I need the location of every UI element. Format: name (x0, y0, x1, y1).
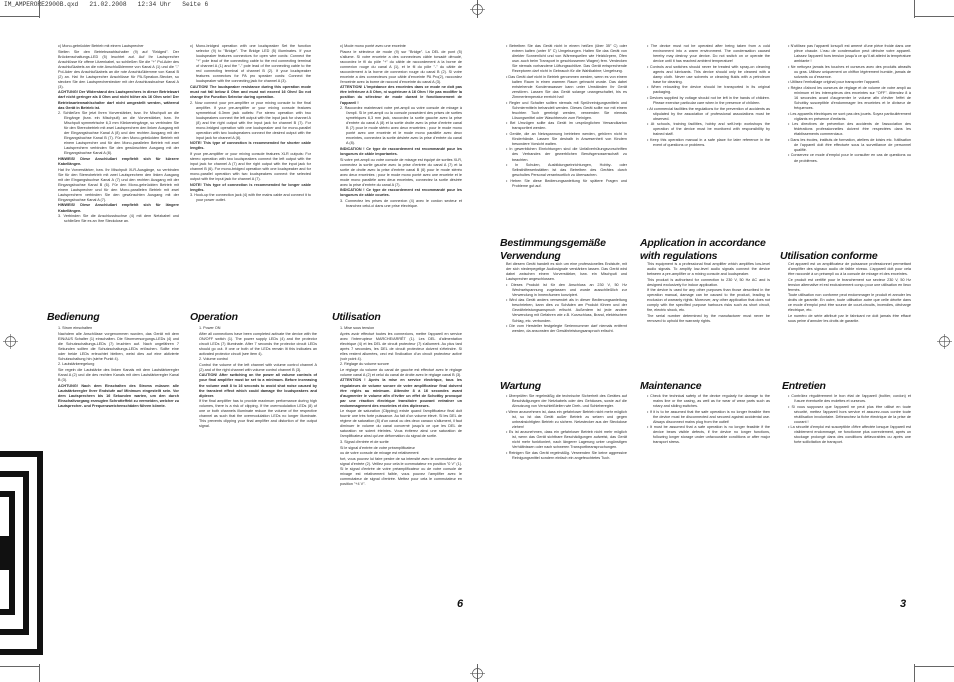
col2-b4: Control the volume of the left channel with volume control channel A (2) and of the right channel with volume control channel B (3). (199, 362, 317, 372)
column-fr-1 (340, 44, 462, 306)
column-en-1-bottom (199, 326, 317, 482)
col2-b2: After all connections have been completed activate the device with the ON/OFF switch (1). The power supply LEDs (4) and the protector circuit LEDs (7) illuminate. After 7 seconds the protector circuit LEDs should go out. If one or both of the LEDs remain lit this indicates an activated protector circuit (see item 4). (199, 331, 317, 356)
crop-mark-top-right-v (914, 0, 915, 18)
col4-p1: • Betreiben Sie das Gerät nicht in einem heißen (über 35° C) oder extrem kalten (unter 5° C) Umgebungen. Halten Sie das Gerät von direkter Sonnenlicht und von Wärmequellen wie Heizkörpern, Öfen usw. auch beim Transport in geschlossenen Wagen) fern. Verdecken Sie niemals vorhandene Lüftungsschlitze. Das Gerät entsprechende Rezeptoren darf nicht in Gebrauch für die Wahlkabine; Umgebung. (506, 44, 627, 74)
col6-p2: • Ne nettoyez jamais les touches et curseurs avec des produits abrasifs ou gras. Utilisez uniquement un chiffon légèrement humide, jamais de solvants ou d'essence. (788, 64, 911, 79)
col3-b9: ou de votre console de mixage est relativement (340, 451, 419, 456)
col5-p1: • The device must not be operated after being taken from a cold environment into a warm environment. The condensation caused hereby may destroy your device. Do not switch on or operate the device until it has reached ambient temperature! (647, 44, 770, 64)
col2-p4: NOTE! This type of connection is recommended for shorter cable lengths. (190, 141, 311, 151)
page-number-left: 6 (457, 598, 464, 610)
col6-p7: • Dans les écoles, instituts de formation, ateliers de loisirs etc. l'utilisation de l'appareil doit être effectuée sous la surveillance de personnel qualifié. (788, 137, 911, 152)
col1-p4: 2. Schließen Sie jetzt Ihren Vorverstärker, bzw. Ihr Mischpult an die Eingänge (bzw. ein Mischpult) an die Vorverstärker, bzw. Ihr Mischpult symmetrische 6,3 mm Klinkeneingänge, so verbinden Sie für den Stereobetrieb mit zwei Lautsprechern den linken Ausgang mit der Eingangsbuchse Kanal A (8) und den rechten Ausgang mit der Eingangsbuchse Kanal B (7). Für den Mono-gebrückten Betrieb mit einem Lautsprecher und für den Mono-parallelen Betrieb mit zwei Lautsprechern verbinden Sie den gewünschten Ausgang mit der Eingangsbuchse Kanal A (8). (58, 111, 179, 156)
column-fr-2 (788, 44, 911, 228)
col2-p1: c) Mono-bridged operation with one loudspeaker Set the function selector (9) to "Bridge". The Bridge LED (5) illuminates. If your loudspeaker features connectors for open wire cords: Connect the "+" pole lead of the connecting cable to the red connecting terminal of channel A (1) and the "-" pole lead of the connecting cable to the red connecting terminal of channel B (2). If your loudspeaker features connectors for PA pro speaker cords: Connect the loudspeaker with the connecting jack for channel A (3). (190, 44, 311, 84)
col4-p5: • Geräte, die an Netzspannung betrieben werden, gehören nicht in Kinderhände. Lassen Sie deshalb in Anwesenheit von Kindern besondere Vorsicht walten. (506, 131, 627, 146)
print-header: IM_AMPERORE2900B.qxd 21.02.2008 12:34 Uhr Seite 6 (4, 1, 209, 8)
col3-b3: 2. Réglage du volume sonore (340, 362, 389, 367)
col4-m2: • Dieses Produkt ist für den Anschluss an 230 V, 50 Hz Wechselspannung zugelassen und wurde ausschließlich zur Verwendung in Innenräumen konzipiert. (506, 282, 627, 297)
col4-p3: • Regler und Schalter sollten niemals mit Sprühreinigungsmitteln und Schmiermitteln behandelt werden. Dieses Gerät sollte nur mit einem feuchten Tuch gereinigt werden, verwenden Sie niemals Lösungsmittel oder Waschbenzin zum Reinigen. (506, 100, 627, 120)
col4-b3: • Es ist anzunehmen, dass ein gefahrloser Betrieb nicht mehr möglich ist, wenn das Gerät sichtbare Beschädigungen aufweist, das Gerät nicht mehr funktioniert, nach längerer Lagerung unter ungünstigen Verhältnissen oder nach schweren Transportbeanspruchungen. (506, 430, 627, 450)
col3-p3: ATTENTION! L'impédance des enceintes dans ce mode ne doit pas être inférieure à 8 Ohm, ni supérieure à 16 Ohm ! Ne pas modifier la position du sélecteur de mode durant le fonctionnement de l'appareil ! (340, 85, 462, 105)
col3-p6: Si votre pré-ampli ou votre console de mixage est équipé de sorties XLR, connectez la sortie gauche avec la prise d'entrée du canal A (7) et la sortie de droite avec la prise d'entrée canal B (6) pour le mode stéréo avec deux enceintes ; pour le mode mono ponté avec une enceinte et le mode mono parallèle avec deux enceintes, connectez la sortie désirée avec la prise d'entrée du canal A (7). (340, 157, 462, 187)
col4-p8: • Heben Sie diese Bedienungsanleitung für spätere Fragen und Probleme gut auf. (506, 178, 627, 188)
section-title-application: Application in accordance with regulations (640, 237, 766, 262)
col2-p3: 2. Now connect your pre-amplifier or your mixing console to the final amplifier. If your pre-amplifier or your mixing console features symmetrical 6.3mm jack outlets: For stereo operation with two loudspeakers connect the left output with the input jack for channel A (8) and the right output with the input jack for channel B (7). For mono-bridged operation with one loudspeaker and for mono-parallel operation with two loudspeakers connect the desired output with the input jack for channel A (8). (190, 100, 311, 140)
section-title-bedienung: Bedienung (47, 311, 100, 323)
col6-m2: Ce produit est certifié pour le branchement sur secteur 230 V, 50 Hz tension alternative et est exclusivement conçu pour une utilisation en lieux fermés. (788, 277, 911, 292)
col1-b3: 2. Lautstärkeregelung (58, 362, 95, 367)
col5-m4: The serial number determined by the manufacturer must never be removed to uphold the warranty rights. (647, 313, 770, 324)
col3-p8: 3. Connectez les prises de connexion (4) avec le cordon secteur et branchez celui-ci dans une prise électrique. (340, 198, 462, 208)
col4-m1: Bei diesem Gerät handelt es sich um eine professionelles Endstufe, mit der sich niederpegelige Audiosignale verstärken lassen. Das Gerät wird dabei zwischen einem Vorverstärker, bzw. ein Mischpult und Lautsprecher angeschlossen. (506, 262, 627, 282)
col1-p8: 3. Verbinden Sie die Anschlussbuchse (4) mit dem Netzkabel und schließen Sie es an Ihre Steckdose an. (58, 214, 179, 224)
column-de-2-mid (506, 262, 627, 376)
col1-b5: ACHTUNG! Nach dem Einschalten des Stroms müssen alle Lautstärkeregler Ihrer Endstufe auf Minimum eingestellt sein. Vor dem Lautsprechern bis 16 Sekunden warten, um den durch Einschaltvorgang erzeugten Schrotteffekt zu vermeiden, welcher zu Lautsprecher- und Frequenzweichenschäden führen könnte. (58, 383, 179, 408)
registration-mark-bottom (470, 666, 485, 681)
section-title-utilisation-conforme: Utilisation conforme (780, 250, 878, 262)
crop-mark-bottom-left-v (39, 664, 40, 682)
col6-p5: • Les appareils électriques ne sont pas des jouets. Soyez particulièrement vigilants en présence d'enfants. (788, 111, 911, 121)
col3-b8: Si le signal d'entrée de votre préamplificateur (340, 445, 415, 450)
column-de-1-bottom (58, 326, 179, 446)
col1-p7: HINWEIS! Diese Anschlußart empfiehlt sich für längere Kabellängen. (58, 203, 179, 213)
col2-b1: 1. Power ON (199, 326, 221, 330)
col1-p2: Stellen Sie den Betriebswahlschalter (9) auf "Bridged". Der Brückenschaltungs-LED (5) leuchtet auf. Auf Ihr Lautsprecher Anschlüsse für offene Litzenkabel, so schließen Sie die "+" Pol-Ader des Anschlußkabels an die rote Anschlußklemme von Kanal A (1) und die "-" Pol-Ader des Anschlußkabels an die rote Anschlußklemme von Kanal B (2) an. Hat Ihr Lautsprecher Anschlüsse für PA-Speakon-Stecker, so stecken Sie den Lautsprecherstecker mit der Anschlussbuchse Kanal A (3). (58, 49, 179, 89)
col4-p6: • In gewerblichen Einrichtungen sind die Unfallverhütungsvorschriften des Verbandes der gewerblichen Berufsgenossenschaft zu beachten. (506, 147, 627, 162)
column-en-1 (190, 44, 311, 306)
corner-graphic (0, 440, 52, 666)
col3-b5: ATTENTION ! Après la mise en service électrique, tous les régulateurs de volume sonore de votre amplificateur final doivent être réglés au minimum. Attendre 8 à 16 secondes avant d'augmenter le volume afin d'éviter un effet de Schottky provoqué par une réaction électrique transitoire pouvant entraîner un endommagement des enceintes et des diplexeurs. (340, 378, 462, 408)
col4-m3: • Wird das Gerät anders verwendet als in dieser Bedienungsanleitung beschrieben, kann dies zu Schäden am Produkt führen und der Gewährleistungsanspruch erlischt. Außerdem ist jede andere Verwendung mit Gefahren wie z.B. Kurzschluss, Brand, elektrischem Schlag, etc. verbunden. (506, 298, 627, 323)
column-en-2-mid (647, 262, 770, 376)
col1-p1: c) Mono-gebrückter Betrieb mit einem Lautsprecher (58, 44, 144, 48)
column-fr-2-mid (788, 262, 911, 376)
col3-p4: 2. Raccordez maintenant votre pré-ampli ou votre console de mixage à l'ampli. Si le pré-ampli ou la console possèdent des prises de sorties symétriques 6,3 mm jack, raccordez la sortie gauche avec la prise d'entrée du canal A (8) et la sortie droite avec la prise d'entrée canal B (7) pour le mode stéréo avec deux enceintes ; pour le mode mono ponté avec une enceinte et le mode mono parallèle avec deux enceintes, connectez la sortie désirée avec la prise d'entrée du canal A (8). (340, 106, 462, 146)
crop-mark-top-right (914, 16, 954, 17)
col5-b1: • Check the technical safety of the device regularly for damage to the mains line or the casing, as well as for wear of wear parts such as rotary and sliding switches. (647, 394, 770, 409)
col1-b4: Sie regeln die Lautstärke des linken Kanals mit dem Lautstärkeregler Kanal A (2) und die des rechten Kanals mit dem Lautstärkeregler Kanal B (3). (58, 367, 179, 382)
column-en-2 (647, 44, 770, 228)
col5-m3: If the device is used for any other purposes than those described in the operation manual, damage can be caused to the product, leading to exclusion of warranty rights. Moreover, any other application that does not comply with the specified purpose harbours risks such as short circuit, fire, electric shock, etc. (647, 288, 770, 313)
col2-p2: CAUTION! The loudspeaker resistance during this operation mode must not fall below 8 Ohm and must not exceed 16 Ohm! Do not change the Function Selector during operation. (190, 84, 311, 99)
col2-p6: NOTE! This type of connection is recommended for longer cable lengths. (190, 182, 311, 192)
col6-p3: • Utilisez l'emballage original pour transporter l'appareil. (788, 80, 881, 85)
col6-m1: Cet appareil est un amplificateur de puissance professionnel permettant d'amplifier des signaux audio de faible niveau. L'appareil doit pour cela être raccordé à un préampli ou à la console de mixage et des enceintes. (788, 262, 911, 277)
col6-b1: • Contrôlez régulièrement le bon état de l'appareil (boîtier, cordon) et l'usure éventuelle des molettes et curseurs. (788, 394, 911, 404)
col4-b4: • Reinigen Sie das Gerät regelmäßig. Verwenden Sie keine aggressive Reinigungsmittel sondern einfach ein angefeuchtetes Tuch. (506, 451, 627, 461)
col2-b5: CAUTION! After switching on the power all volume controls of your final amplifier must be set to a minimum. Before increasing the volume wait 8 to 16 seconds to avoid shot noise caused by the transient effect which could damage the loudspeakers and diplexer. (199, 373, 317, 398)
col3-b6: Le risque de saturation (Clipping) existe quand l'amplificateur final doit fournir une très forte puissance. Au fait d'un volume élevé. Si les DEL de régime de saturation (8) d'un canal ou des deux canaux s'allument, il faut diminuer le volume du canal concerné jusqu'à ce que les DEL de saturation ne soient éteintes. Vous éviterez ainsi une saturation de l'amplificateur ainsi qu'une déformation du signal de sortie. (340, 409, 462, 439)
col3-b2: Après avoir effectué toutes les connexions, mettre l'appareil en service avec l'interrupteur MARCHE/ARRÊT (1). Les DEL d'alimentation électrique (4) et les DEL de circuit protecteur (7) s'allument. Au plus tard après 7 secondes, les DEL de circuit protecteur doivent s'éteindre. Si elles restent allumées, ceci est l'indication d'un circuit protecteur activé (voir point 4). (340, 331, 462, 361)
col5-p4: • Devices supplied by voltage should not be left in the hands of children. Please exercise particular care when in the presence of children. (647, 95, 770, 106)
col4-b1: • Überprüfen Sie regelmäßig die technische Sicherheit des Gerätes auf Beschädigungen der Netzkabels oder des Gehäuses, sowie auf die Abnutzung von Verschleißteilen wie Dreh- und Schieberegler. (506, 394, 627, 409)
section-title-wartung: Wartung (500, 380, 541, 392)
page-number-right: 3 (900, 598, 907, 610)
col3-p1: c) Mode mono ponté avec une enceinte (340, 44, 406, 48)
col5-p5: • At commercial facilities the regulations for the prevention of accidents as stipulated by the association of professional associations must be observed. (647, 106, 770, 121)
col5-b2: • If it is to be assumed that the safe operation is no longer feasible then the device must be disconnected and secured against accidental use. Always disconnect mains plug from the outlet! (647, 409, 770, 424)
col5-p7: • Keep this operation manual in a safe place for later reference in the event of questions or problems. (647, 137, 770, 147)
col5-p2: • Controls and switches should never be treated with spray-on cleaning agents and lubricants. This device should only be cleaned with a damp cloth. Never use solvents or cleaning fluids with a petroleum base for cleaning. (647, 64, 770, 84)
col2-p5: If your pre-amplifier or your mixing console features XLR outputs: For stereo operation with two loudspeakers connect the left output with the input jack for channel A (7) and the right output with the input jack for channel B (6). For mono-bridged operation with one loudspeaker and for mono-parallel operation with two loudspeakers connect the selected output with the input jack for channel A (7). (190, 151, 311, 182)
section-title-operation: Operation (190, 311, 238, 323)
crop-mark-bottom-left (0, 666, 40, 667)
col3-b10: fort, vous pouvez lui faire perdre de sa intensité avec le commutateur de signal d'entrée (2). Veillez pour cela le commutateur en position "0 V" (1). Si le signal d'entrée de votre préamplificateur ou de votre console de mixage est relativement faible, vous pouvez l'amplifier avec le commutateur de signal d'entrée. Mettez pour cela le commutateur en position "+4 V". (340, 456, 462, 486)
col6-m3: Toute utilisation non conforme peut endommager le produit et annuler les droits de garantie. En outre, toute utilisation autre que celle décrite dans ce mode d'emploi peut être source de court-circuits, incendies, décharge électrique, etc. (788, 293, 911, 313)
column-en-2-bottom (647, 394, 770, 504)
col3-p5: INDICATION ! Ce type de raccordement est recommandé pour les longueurs de câble importantes. (340, 146, 462, 156)
col4-b2: • Wenn anzunehmen ist, dass ein gefahrloser Betrieb nicht mehr möglich ist, so ist das Gerät außer Betrieb zu setzen und gegen unbeabsichtigten Betrieb zu sichern. Netzstecker aus der Steckdose ziehen! (506, 409, 627, 429)
col1-p6: Hat Ihr Vorverstärker, bzw. Ihr Mischpult XLR-Ausgänge, so verbinden Sie für den Stereobetrieb mit zwei Lautsprechern den linken Ausgang mit der Eingangsbuchse Kanal A (7) und den rechten Ausgang mit der Eingangsbuchse Kanal B (6). Für den Mono-gebrückten Betrieb mit einem Lautsprecher und für den Mono-parallelen Betrieb mit zwei Lautsprechern verbinden Sie den gewünschten Ausgang mit der Eingangsbuchse Kanal A (7). (58, 167, 179, 202)
column-de-2-bottom (506, 394, 627, 530)
col2-b6: If the final amplifier has to provide maximum performance during high volumes, there is a risk of clipping. If the overmodulation LEDs (8) of one or both channels illuminate reduce the volume of the respective channel as such that the overmodulation LEDs no longer illuminate. This prevents clipping your final amplifier and distortion of the output signal. (199, 399, 317, 429)
crop-mark-top-left (0, 16, 40, 17)
col3-b1: 1. Mise sous tension (340, 326, 375, 330)
section-title-utilisation: Utilisation (332, 311, 381, 323)
col6-p1: • N'utilisez pas l'appareil lorsqu'il est amené d'une pièce froide dans une pièce chaude. L'eau de condensation peut détruire votre appareil. Laissez l'appareil hors tension jusqu'à ce qu'il ait atteint la température ambiante ! (788, 44, 911, 64)
col6-p6: • Les directives de prévention des accidents de l'association des fédérations professionnelles doivent être respectées dans les établissements commerciaux. (788, 122, 911, 137)
col5-p3: • When relocating the device should be transported in its original packaging. (647, 85, 770, 95)
col5-b3: • It must be assumed that a safe operation is no longer feasible if the device bears visible defects, if the device no longer functions, following longer storage under unfavourable conditions or after major transport stress. (647, 425, 770, 445)
col3-b7: 3. Signal d'entrée et de sortie (340, 440, 389, 445)
col5-p6: • At schools, training facilities, hobby and self-help workshops the operation of the device must be monitored with responsibility by trained staff. (647, 122, 770, 137)
column-fr-2-bottom (788, 394, 911, 504)
section-title-bestimmungsgemaesse-verwendung: Bestimmungsgemäße Verwendung (500, 237, 606, 262)
registration-mark-left (3, 334, 18, 349)
col3-p7: INDICATION ! Ce type de raccordement est recommandé pour les longueurs de câble courtes. (340, 188, 462, 198)
col1-b2: Nachdem alle Anschlüsse vorgenommen wurden, das Gerät mit dem EIN/AUS Schalter (1) einschalten. Die Stromversorgungs-LEDs (4) und die Schutzschaltungs-LEDs (7) leuchten auf. Nach ungefähren 7 Sekunden sollten die Schutzschaltungs-LEDs erlöschen. Sollte eine oder beide LEDs erleuchtet bleiben, weist dies auf eine aktivierte Schutzschaltung hin (siehe Punkt 4). (58, 331, 179, 361)
crop-mark-bottom-right-v (914, 664, 915, 682)
col3-b4: Le réglage du volume du canal de gauche est effectué avec le réglage volume canal A (2) et celui du canal de droite avec le réglage canal B (3). (340, 367, 462, 377)
column-de-1 (58, 44, 179, 306)
crop-mark-bottom-right (914, 666, 954, 667)
col6-b3: • La sécurité d'emploi est susceptible d'être affectée lorsque l'appareil est visiblement endommagé, ne fonctionne plus correctement, après un stockage prolongé dans des conditions défavorables ou après une forte sollicitation de transport. (788, 425, 911, 445)
section-title-entretien: Entretien (782, 380, 826, 392)
col2-b3: 2. Volume control (199, 357, 228, 362)
col4-p7: • In Schulen, Ausbildungseinrichtungen, Hobby- oder Selbsthilfewerkstätten ist das Betreiben des Gerätes durch geschultes Personal verantwortlich zu überwachen. (506, 163, 627, 178)
registration-mark-top (470, 2, 485, 17)
col2-p7: 3. Hook-up the connection jack (4) with the mains cable and connect it to your power outlet. (190, 193, 311, 203)
col1-b1: 1. Strom einschalten (58, 326, 93, 330)
column-fr-1-bottom (340, 326, 462, 564)
column-de-2 (506, 44, 627, 228)
col6-b2: • Si vous supposez que l'appareil ne peut plus être utilisé en toute sécurité, mettez l'appareil hors service et assurez-vous contre toute réutilisation involontaire. Débranchez la fiche électrique de la prise de courant ! (788, 404, 911, 424)
col4-m4: • Die vom Hersteller festgelegte Seriennummer darf niemals entfernt werden, da ansonsten der Gewährleistungsanspruch erlischt. (506, 324, 627, 334)
col6-p4: • Réglez d'abord les curseurs de réglage et de volume de votre ampli au minimum et les interrupteurs des enceintes sur "OFF". Attendez 8 à 16 secondes avant d'augmenter le volume afin d'éviter l'effet de Schottky susceptible d'endommager les enceintes et le diviseur de fréquences. (788, 85, 911, 111)
registration-mark-right (937, 334, 952, 349)
col6-m4: Le numéro de série attribué par le fabricant ne doit jamais être effacé sous peine d'annuler les droits de garantie. (788, 313, 911, 324)
crop-mark-top-left-v (39, 0, 40, 18)
col3-p2: Placez le sélecteur de mode (9) sur "Bridge". La DEL de pont (5) s'allume. Si votre enceinte a des connecteurs câble torsadé dénudé, raccordez le fil du pôle "+" du câble de raccordement à la borne de connexion rouge du canal A (1), et le fil du pôle "-" du câble de raccordement à la borne de connexion rouge du canal B (2). Si votre enceinte a des connecteurs pour câble d'enceinte PA Pro(2), raccordez l'enceinte avec la borne de raccord d'enceinte du canal A (3). (340, 49, 462, 84)
col5-m2: This product is authorised for connection to 230 V, 50 Hz AC and is designed exclusively for indoor application. (647, 277, 770, 287)
col6-p8: • Conservez ce mode d'emploi pour le consulter en cas de questions ou de problèmes. (788, 153, 911, 163)
section-title-maintenance: Maintenance (640, 380, 702, 392)
col4-p4: • Bei Umzügen sollte das Gerät im ursprünglichen Versandkarton transportiert werden. (506, 121, 627, 131)
col1-p3: ACHTUNG! Der Widerstand des Lautsprechers in dieser Betriebsart darf nicht geringer als 8 Ohm und nicht höher als 16 Ohm sein! Der Betriebsartenwahlschalter darf nicht umgestellt werden, während das Gerät in Betrieb ist. (58, 90, 179, 110)
col4-p2: • Das Gerät darf nicht in Betrieb genommen werden, wenn es von einem kalten Raum in einen warmen Raum gebracht wurde. Das dabei entstehende Kondenswasser kann unter Umständen Ihr Gerät zerstören. Lassen Sie das Gerät solange unangeschaltet, bis es Zimmertemperatur erreicht hat! (506, 74, 627, 99)
col5-m1: This equipment is a professional final amplifier which amplifies low-level audio signals. To amplify low-level audio signals connect the device between a pre-amplifier or a mixing console and loudspeaker. (647, 262, 770, 277)
col1-p5: HINWEIS! Diese Anschlußart empfiehlt sich für kürzere Kabellängen. (58, 157, 179, 167)
